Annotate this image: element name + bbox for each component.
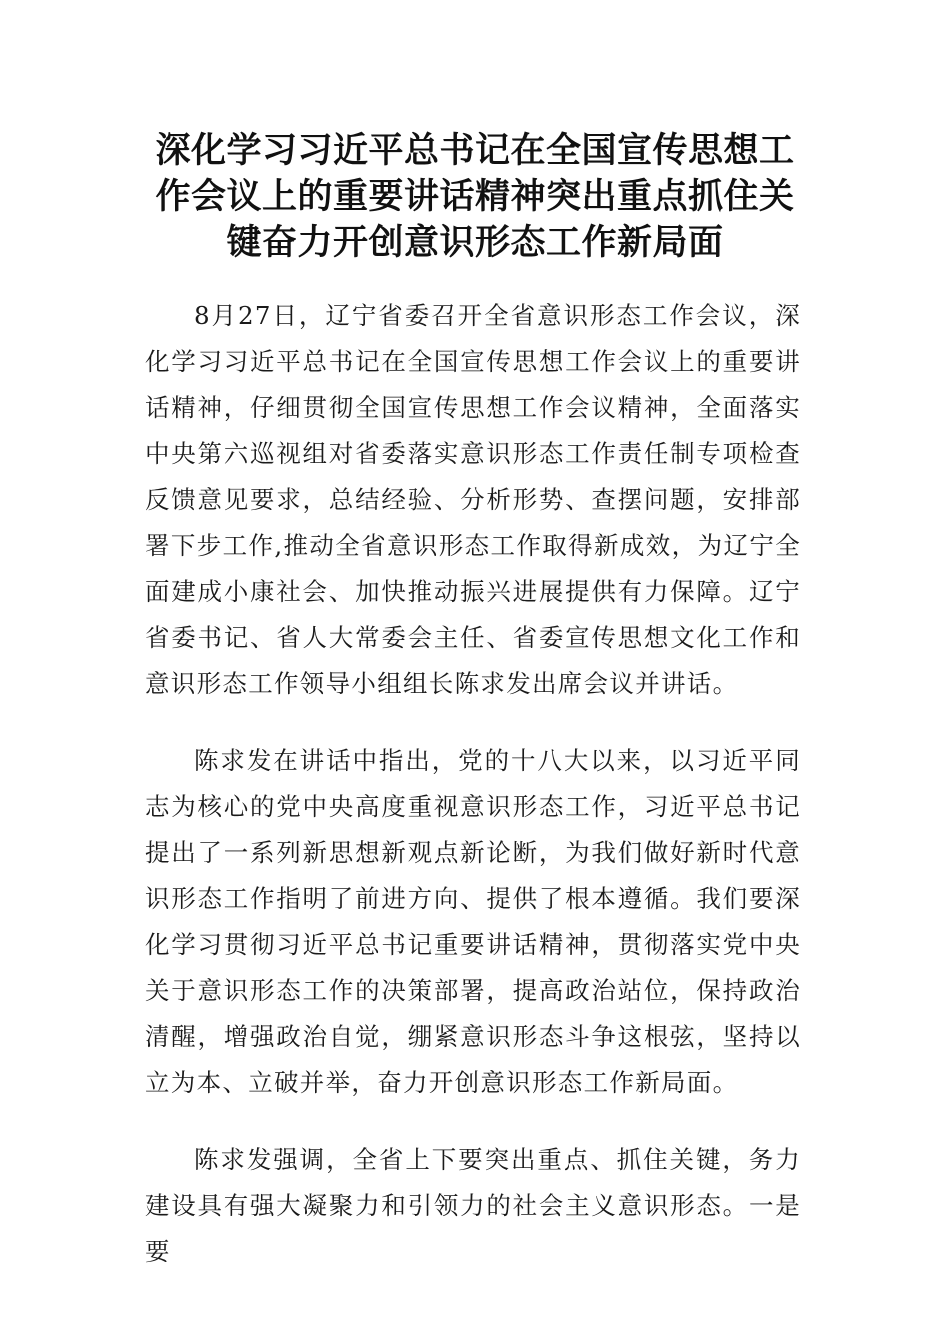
document-title: 深化学习习近平总书记在全国宣传思想工作会议上的重要讲话精神突出重点抓住关键奋力开创意识形态工作新局面	[155, 130, 795, 263]
paragraph-1: 8月27日，辽宁省委召开全省意识形态工作会议，深化学习习近平总书记在全国宣传思想工作会议上的重要讲话精神，仔细贯彻全国宣传思想工作会议精神，全面落实中央第六巡视组对省委落实意识形态工作责任制专项检查反馈意见要求，总结经验、分析形势、查摆问题，安排部署下步工作,推动全省意识形态工作取得新成效，为辽宁全面建成小康社会、加快推动振兴进展提供有力保障。辽宁省委书记、省人大常委会主任、省委宣传思想文化工作和意识形态工作领导小组组长陈求发出席会议并讲话。	[145, 301, 801, 698]
document-body	[145, 293, 801, 1306]
paragraph-2: 陈求发在讲话中指出，党的十八大以来，以习近平同志为核心的党中央高度重视意识形态工作，习近平总书记提出了一系列新思想新观点新论断，为我们做好新时代意识形态工作指明了前进方向、提供了根本遵循。我们要深化学习贯彻习近平总书记重要讲话精神，贯彻落实党中央关于意识形态工作的决策部署，提高政治站位，保持政治清醒，增强政治自觉，绷紧意识形态斗争这根弦，坚持以立为本、立破并举，奋力开创意识形态工作新局面。	[145, 746, 801, 1097]
paragraph-3: 陈求发强调，全省上下要突出重点、抓住关键，务力建设具有强大凝聚力和引领力的社会主义意识形态。一是要	[145, 1145, 801, 1266]
